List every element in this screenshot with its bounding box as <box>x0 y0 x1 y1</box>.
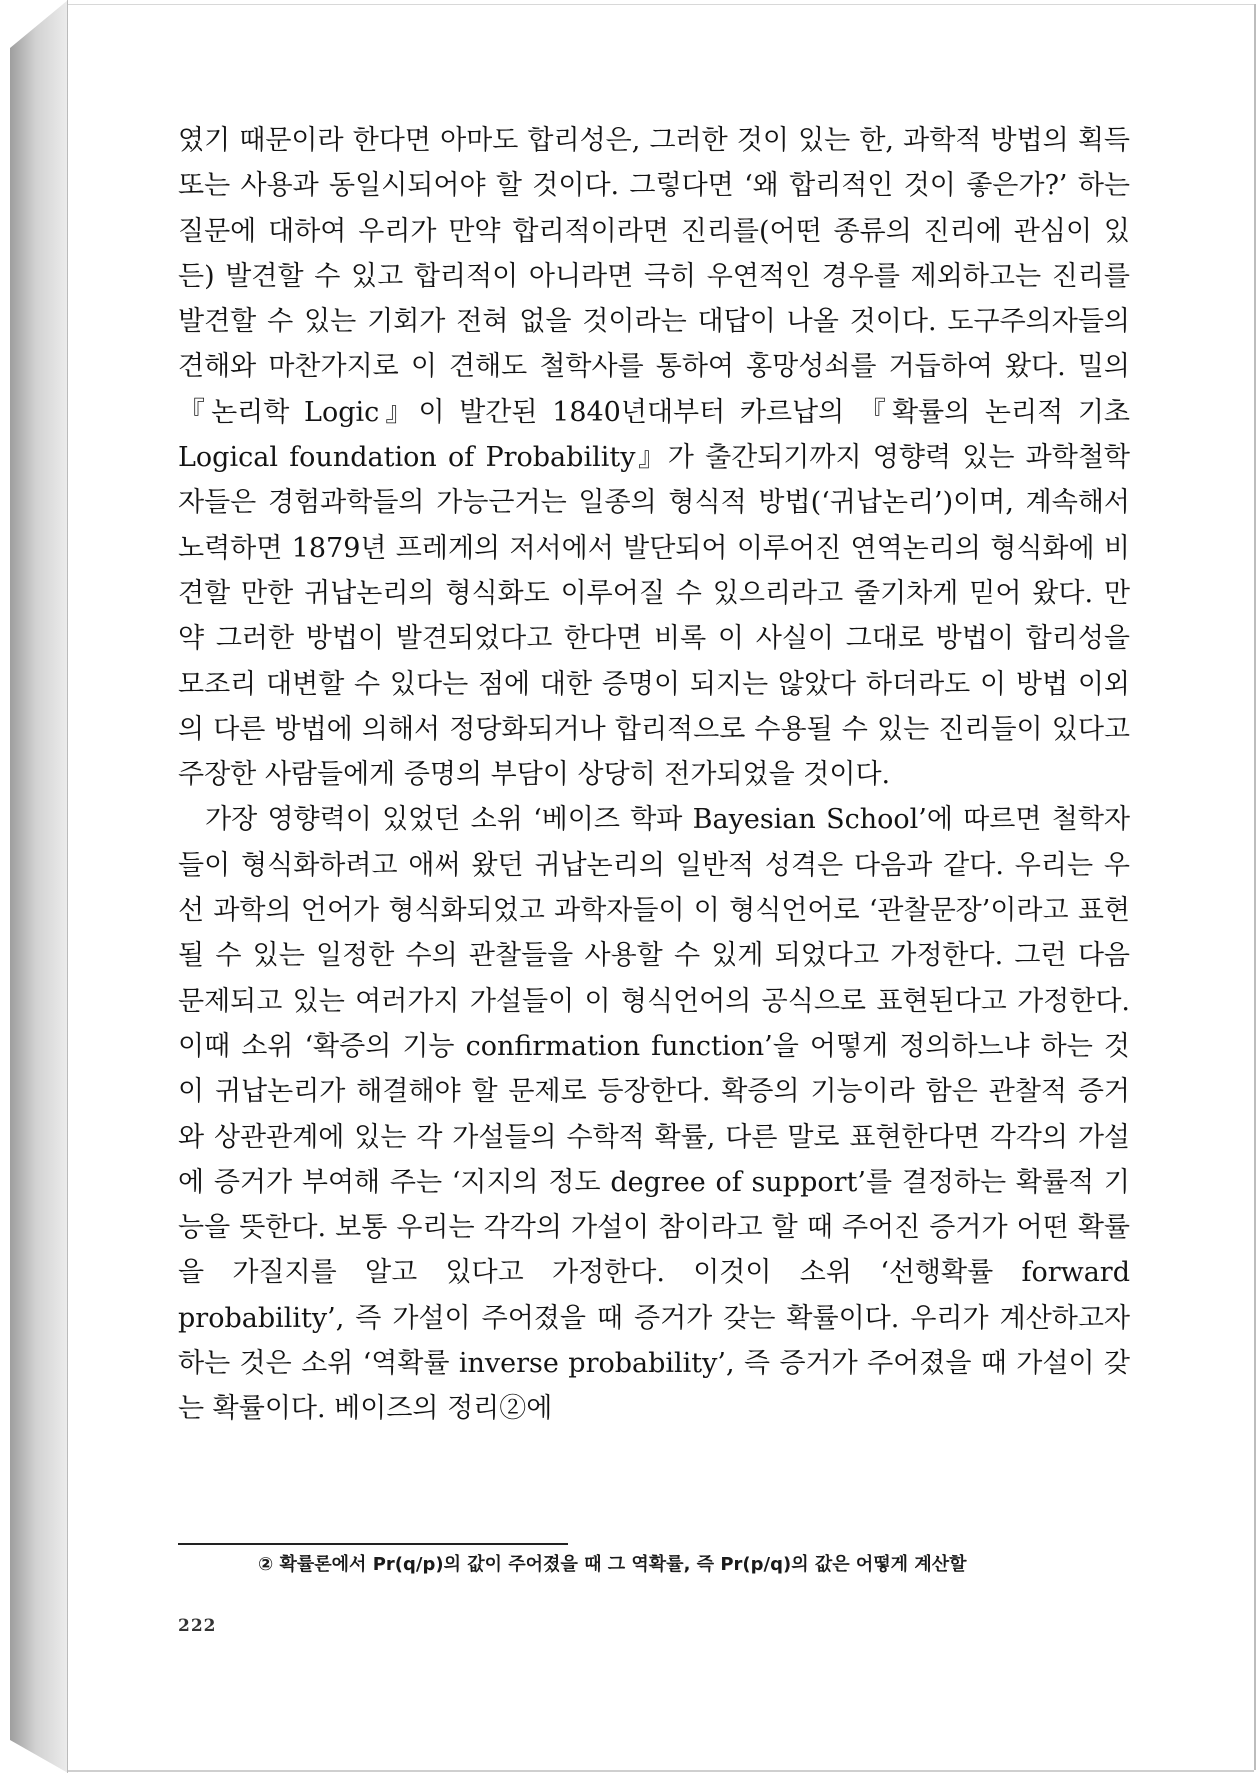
footnote: ② 확률론에서 Pr(q/p)의 값이 주어졌을 때 그 역확률, 즉 Pr(p/q)의 값은 어떻게 계산할 <box>258 1554 967 1575</box>
footnote-separator <box>178 1543 568 1545</box>
paragraph: 였기 때문이라 한다면 아마도 합리성은, 그러한 것이 있는 한, 과학적 방법의 획득 또는 사용과 동일시되어야 할 것이다. 그렇다면 ‘왜 합리적인 것이 좋은가?’ 하는 질문에 대하여 우리가 만약 합리적이라면 진리를(어떤 종류의 진리에 관심이 있든) 발견할 수 있고 합리적이 아니라면 극히 우연적인 경우를 제외하고는 진리를 발견할 수 있는 기회가 전혀 없을 것이라는 대답이 나올 것이다. 도구주의자들의 견해와 마찬가지로 이 견해도 철학사를 통하여 홍망성쇠를 거듭하여 왔다. 밀의 『논리학 Logic』이 발간된 1840년대부터 카르납의 『확률의 논리적 기초 Logical foundation of Probability』가 출간되기까지 영향력 있는 과학철학자들은 경험과학들의 가능근거는 일종의 형식적 방법(‘귀납논리’)이며, 계속해서 노력하면 1879년 프레게의 저서에서 발단되어 이루어진 연역논리의 형식화에 비견할 만한 귀납논리의 형식화도 이루어질 수 있으리라고 줄기차게 믿어 왔다. 만약 그러한 방법이 발견되었다고 한다면 비록 이 사실이 그대로 방법이 합리성을 모조리 대변할 수 있다는 점에 대한 증명이 되지는 않았다 하더라도 이 방법 이외의 다른 방법에 의해서 정당화되거나 합리적으로 수용될 수 있는 진리들이 있다고 주장한 사람들에게 증명의 부담이 상당히 전가되었을 것이다. <box>178 125 1130 791</box>
body-text <box>178 118 1130 1432</box>
paragraph: 가장 영향력이 있었던 소위 ‘베이즈 학파 Bayesian School’에 따르면 철학자들이 형식화하려고 애써 왔던 귀납논리의 일반적 성격은 다음과 같다. 우리는 우선 과학의 언어가 형식화되었고 과학자들이 이 형식언어로 ‘관찰문장’이라고 표현될 수 있는 일정한 수의 관찰들을 사용할 수 있게 되었다고 가정한다. 그런 다음 문제되고 있는 여러가지 가설들이 이 형식언어의 공식으로 표현된다고 가정한다. 이때 소위 ‘확증의 기능 confirmation function’을 어떻게 정의하느냐 하는 것이 귀납논리가 해결해야 할 문제로 등장한다. 확증의 기능이라 함은 관찰적 증거와 상관관계에 있는 각 가설들의 수학적 확률, 다른 말로 표현한다면 각각의 가설에 증거가 부여해 주는 ‘지지의 정도 degree of support’를 결정하는 확률적 기능을 뜻한다. 보통 우리는 각각의 가설이 참이라고 할 때 주어진 증거가 어떤 확률을 가질지를 알고 있다고 가정한다. 이것이 소위 ‘선행확률 forward probability’, 즉 가설이 주어졌을 때 증거가 갖는 확률이다. 우리가 계산하고자 하는 것은 소위 ‘역확률 inverse probability’, 즉 증거가 주어졌을 때 가설이 갖는 확률이다. 베이즈의 정리②에 <box>178 804 1130 1425</box>
page-number: 222 <box>178 1616 217 1636</box>
book-spine <box>10 0 68 1773</box>
